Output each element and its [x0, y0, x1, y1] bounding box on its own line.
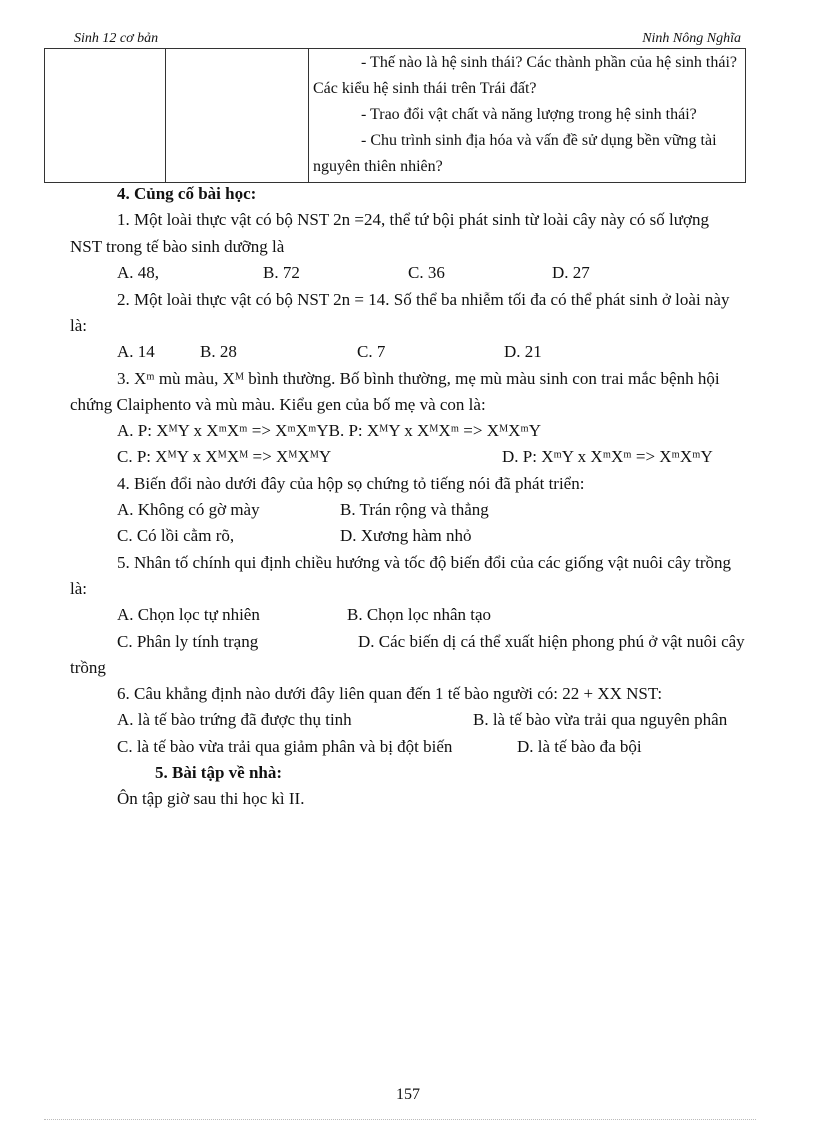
section-5-heading: 5. Bài tập về nhà:: [155, 763, 283, 782]
page-number: 157: [396, 1086, 420, 1103]
table-divider: [308, 48, 309, 182]
q2-option-d: D. 21: [504, 342, 542, 361]
q6-option-d: D. là tế bào đa bội: [517, 737, 642, 756]
q4-option-c: C. Có lồi cằm rõ,: [117, 526, 235, 545]
header-right: Ninh Nông Nghĩa: [642, 31, 741, 46]
q1-option-b: B. 72: [263, 263, 300, 282]
q4-option-d: D. Xương hàm nhỏ: [340, 526, 472, 545]
header-left: Sinh 12 cơ bản: [74, 31, 159, 46]
table-divider: [165, 48, 166, 182]
q1-line1: 1. Một loài thực vật có bộ NST 2n =24, thể tứ bội phát sinh từ loài cây này có số lượng: [117, 210, 709, 229]
q3-option-c: C. P: XᴹY x XᴹXᴹ => XᴹXᴹY: [117, 447, 332, 466]
table-item: - Trao đổi vật chất và năng lượng trong hệ sinh thái?: [361, 106, 697, 123]
lesson-table: [44, 48, 746, 183]
q1-option-d: D. 27: [552, 263, 590, 282]
q5-option-d-cont: trồng: [70, 658, 106, 677]
section-4-heading: 4. Củng cố bài học:: [117, 184, 257, 203]
q6-line1: 6. Câu khẳng định nào dưới đây liên quan đến 1 tế bào người có: 22 + XX NST:: [117, 684, 663, 703]
q6-option-a: A. là tế bào trứng đã được thụ tinh: [117, 710, 352, 729]
q5-line1: 5. Nhân tố chính qui định chiều hướng và tốc độ biến đổi của các giống vật nuôi cây trồng: [117, 553, 732, 572]
q4-line1: 4. Biến đổi nào dưới đây của hộp sọ chứng tỏ tiếng nói đã phát triển:: [117, 474, 585, 493]
q1-option-c: C. 36: [408, 263, 445, 282]
q5-option-c: C. Phân ly tính trạng: [117, 632, 259, 651]
q5-option-b: B. Chọn lọc nhân tạo: [347, 605, 492, 624]
q3-option-d: D. P: XᵐY x XᵐXᵐ => XᵐXᵐY: [502, 447, 713, 466]
table-item: - Thế nào là hệ sinh thái? Các thành phần của hệ sinh thái? Các kiểu hệ sinh thái trên Trái đất?: [313, 54, 738, 97]
q5-option-d: D. Các biến dị cá thể xuất hiện phong phú ở vật nuôi cây: [358, 632, 745, 651]
q3-option-ab: A. P: XᴹY x XᵐXᵐ => XᵐXᵐYB. P: XᴹY x XᴹXᵐ => XᴹXᵐY: [117, 421, 542, 440]
q5-option-a: A. Chọn lọc tự nhiên: [117, 605, 260, 624]
table-item: - Chu trình sinh địa hóa và vấn đề sử dụng bền vững tài nguyên thiên nhiên?: [313, 132, 717, 175]
q2-option-b: B. 28: [200, 342, 237, 361]
q4-option-a: A. Không có gờ mày: [117, 500, 260, 519]
q2-option-c: C. 7: [357, 342, 386, 361]
q1-option-a: A. 48,: [117, 263, 160, 282]
q3-line1: 3. Xᵐ mù màu, Xᴹ bình thường. Bố bình thường, mẹ mù màu sinh con trai mắc bệnh hội: [117, 369, 720, 388]
q2-line2: là:: [70, 316, 87, 335]
table-cell-content: [313, 50, 741, 180]
q6-option-c: C. là tế bào vừa trải qua giảm phân và bị đột biến: [117, 737, 453, 756]
footer-rule: [44, 1119, 756, 1120]
q2-line1: 2. Một loài thực vật có bộ NST 2n = 14. Số thể ba nhiễm tối đa có thể phát sinh ở loài này: [117, 290, 730, 309]
q3-line2: chứng Claiphento và mù màu. Kiểu gen của bố mẹ và con là:: [70, 395, 486, 414]
q5-line2: là:: [70, 579, 87, 598]
q1-line2: NST trong tế bào sinh dưỡng là: [70, 237, 285, 256]
homework-text: Ôn tập giờ sau thi học kì II.: [117, 789, 305, 808]
q4-option-b: B. Trán rộng và thẳng: [340, 500, 489, 519]
q2-option-a: A. 14: [117, 342, 155, 361]
q6-option-b: B. là tế bào vừa trải qua nguyên phân: [473, 710, 728, 729]
